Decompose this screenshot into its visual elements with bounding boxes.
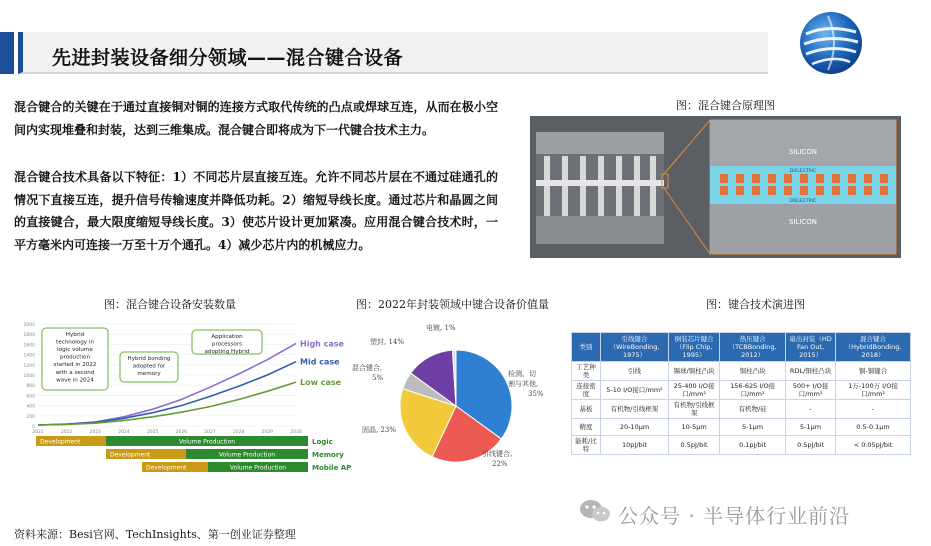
install-growth-chart	[14, 316, 352, 480]
wechat-icon	[578, 498, 612, 524]
phase-prod-label: Volume Production	[178, 438, 236, 446]
table-cell: 10-5μm	[669, 419, 720, 436]
table-row-header: 能耗/比特	[572, 436, 601, 455]
table-row-header: 工艺种类	[572, 362, 601, 381]
y-tick-label: 1800	[23, 333, 35, 339]
y-tick-label: 2000	[23, 323, 35, 328]
table-cell: 有机物/硅	[720, 400, 786, 419]
table-row	[572, 400, 911, 419]
table-row-header: 基板	[572, 400, 601, 419]
phase-dev-label: Development	[110, 451, 151, 459]
callout-text: Application	[211, 334, 243, 340]
callout-text: technology in	[56, 339, 94, 346]
table-header-cell: 扇出封装（HD Fan Out, 2015）	[786, 333, 836, 362]
install-caption: 图：混合键合设备安装数量	[104, 298, 236, 311]
mechanism-caption: 图：混合键合原理图	[676, 99, 775, 112]
table-row	[572, 419, 911, 436]
pie-pct: 22%	[492, 460, 508, 468]
features-paragraph: 混合键合技术具备以下特征：1）不同芯片层直接互连。允许不同芯片层在不通过硅通孔的情况下直接互连，提升信号传输速度并降低功耗。2）缩短导线长度。通过芯片和晶圆之间的直接键合，最大限度缩短导线长度。3）使芯片设计更加紧凑。应用混合键合技术时，一平方毫米内可连接一万至十万个通孔。4）减少芯片内的机械应力。	[14, 170, 498, 253]
pie-label: 固晶, 23%	[362, 426, 397, 434]
table-row	[572, 362, 911, 381]
pie-label: 引线键合,	[482, 450, 513, 458]
x-tick-label: 2029	[261, 430, 274, 435]
source-note: 资料来源：Besi官网、TechInsights、第一创业证券整理	[14, 528, 296, 541]
series-label: Mid case	[300, 357, 340, 367]
table-header-cell: 热压键合（TCBBonding, 2012）	[720, 333, 786, 362]
table-cell: -	[836, 400, 911, 419]
table-cell: 0.1pJ/bit	[720, 436, 786, 455]
table-cell: 有机物/引线框架	[601, 400, 669, 419]
series-label: High case	[300, 339, 344, 349]
y-tick-label: 200	[26, 414, 35, 420]
x-tick-label: 2027	[204, 430, 216, 435]
callout-text: production	[59, 354, 91, 361]
table-header-cell: 引线键合（WireBonding, 1975）	[601, 333, 669, 362]
table-cell: 铜柱凸块	[720, 362, 786, 381]
evolution-caption: 图：键合技术演进图	[706, 298, 805, 311]
table-cell: 5-1μm	[786, 419, 836, 436]
pie-label: 检测、切	[508, 370, 536, 378]
table-cell: 0.5pJ/bit	[669, 436, 720, 455]
phase-row-label: Memory	[312, 451, 344, 459]
y-tick-label: 1000	[23, 374, 35, 379]
table-cell: 0.5-0.1μm	[836, 419, 911, 436]
hybrid-bonding-diagram	[530, 116, 901, 258]
pie-pct: 35%	[528, 390, 544, 398]
table-cell: 锡球/铜柱凸块	[669, 362, 720, 381]
callout-text: started in 2022	[53, 362, 97, 369]
pie-label: 割与其他,	[508, 380, 539, 388]
table-header-cell: 混合键合（HybridBonding, 2018）	[836, 333, 911, 362]
callout-text: with a second	[55, 369, 95, 376]
callout-text: adopting Hybrid	[204, 349, 250, 356]
y-tick-label: 1400	[23, 353, 35, 359]
x-tick-label: 2026	[175, 430, 188, 435]
dielectric-bottom-label: DIELECTRIC	[789, 199, 817, 204]
y-tick-label: 600	[26, 394, 35, 400]
table-cell: 25-400 I/O接口/mm²	[669, 381, 720, 400]
table-header-cell: 类别	[572, 333, 601, 362]
value-caption: 图：2022年封装领域中键合设备价值量	[356, 298, 549, 311]
callout-text: Hybrid bonding	[127, 356, 171, 362]
callout-text: memory	[137, 371, 161, 378]
table-cell: 156-625 I/O接口/mm²	[720, 381, 786, 400]
table-cell: 铜-铜键合	[836, 362, 911, 381]
table-cell: 0.5pJ/bit	[786, 436, 836, 455]
phase-row-label: Logic	[312, 438, 333, 446]
pie-pct: 5%	[372, 374, 384, 382]
bonding-evolution-table	[571, 332, 911, 455]
x-tick-label: 2022	[60, 430, 73, 435]
y-tick-label: 800	[26, 384, 35, 390]
table-cell: 5-1μm	[720, 419, 786, 436]
silicon-bottom-label: SILICON	[788, 218, 818, 226]
table-cell: < 0.05pJ/bit	[836, 436, 911, 455]
header-accent-bar	[0, 32, 14, 74]
table-cell: 5-10 I/O接口/mm²	[601, 381, 669, 400]
table-cell: 500+ I/O接口/mm²	[786, 381, 836, 400]
callout-text: processors	[211, 341, 243, 348]
table-header-cell: 倒装芯片键合（Flip Chip, 1995）	[669, 333, 720, 362]
phase-dev-label: Development	[40, 438, 81, 446]
series-label: Low case	[300, 378, 342, 388]
phase-prod-label: Volume Production	[229, 464, 287, 472]
x-tick-label: 2030	[290, 430, 302, 435]
x-tick-label: 2025	[146, 430, 159, 435]
table-cell: 有机物/引线框架	[669, 400, 720, 419]
table-row	[572, 381, 911, 400]
table-cell: 1万-100万 I/O接口/mm²	[836, 381, 911, 400]
silicon-top-label: SILICON	[788, 148, 818, 156]
table-cell: -	[786, 400, 836, 419]
table-row	[572, 436, 911, 455]
page-title: 先进封装设备细分领域——混合键合设备	[52, 47, 404, 69]
x-tick-label: 2028	[232, 430, 245, 435]
watermark-text: 公众号 · 半导体行业前沿	[618, 504, 851, 528]
intro-paragraph: 混合键合的关键在于通过直接铜对铜的连接方式取代传统的凸点或焊球互连，从而在极小空间内实现堆叠和封装，达到三维集成。混合键合即将成为下一代键合技术主力。	[14, 100, 498, 137]
phase-dev-label: Development	[146, 464, 187, 472]
bonding-value-pie-chart	[352, 314, 566, 486]
table-row-header: 精度	[572, 419, 601, 436]
table-cell: RDL/铜柱凸块	[786, 362, 836, 381]
y-tick-label: 1200	[23, 363, 35, 369]
pie-label: 混合键合,	[352, 364, 383, 372]
callout-text: wave in 2024	[56, 377, 94, 384]
pie-label: 塑封, 14%	[370, 338, 405, 346]
y-tick-label: 0	[32, 425, 35, 430]
pie-label: 电镀, 1%	[426, 324, 456, 332]
phase-row-label: Mobile AP	[312, 464, 352, 472]
x-tick-label: 2023	[89, 430, 102, 435]
y-tick-label: 400	[26, 404, 35, 410]
phase-prod-label: Volume Production	[218, 451, 276, 459]
dielectric-top-label: DIELECTRIC	[789, 169, 817, 174]
y-tick-label: 1600	[23, 343, 35, 349]
callout-text: adopted for	[132, 363, 166, 370]
x-tick-label: 2024	[118, 430, 130, 435]
company-logo	[798, 10, 864, 76]
x-tick-label: 2021	[32, 430, 44, 435]
callout-text: logic volume	[57, 347, 93, 354]
table-cell: 20-10μm	[601, 419, 669, 436]
table-cell: 引线	[601, 362, 669, 381]
table-row-header: 连接密度	[572, 381, 601, 400]
callout-text: Hybrid	[65, 332, 85, 338]
table-cell: 10pJ/bit	[601, 436, 669, 455]
